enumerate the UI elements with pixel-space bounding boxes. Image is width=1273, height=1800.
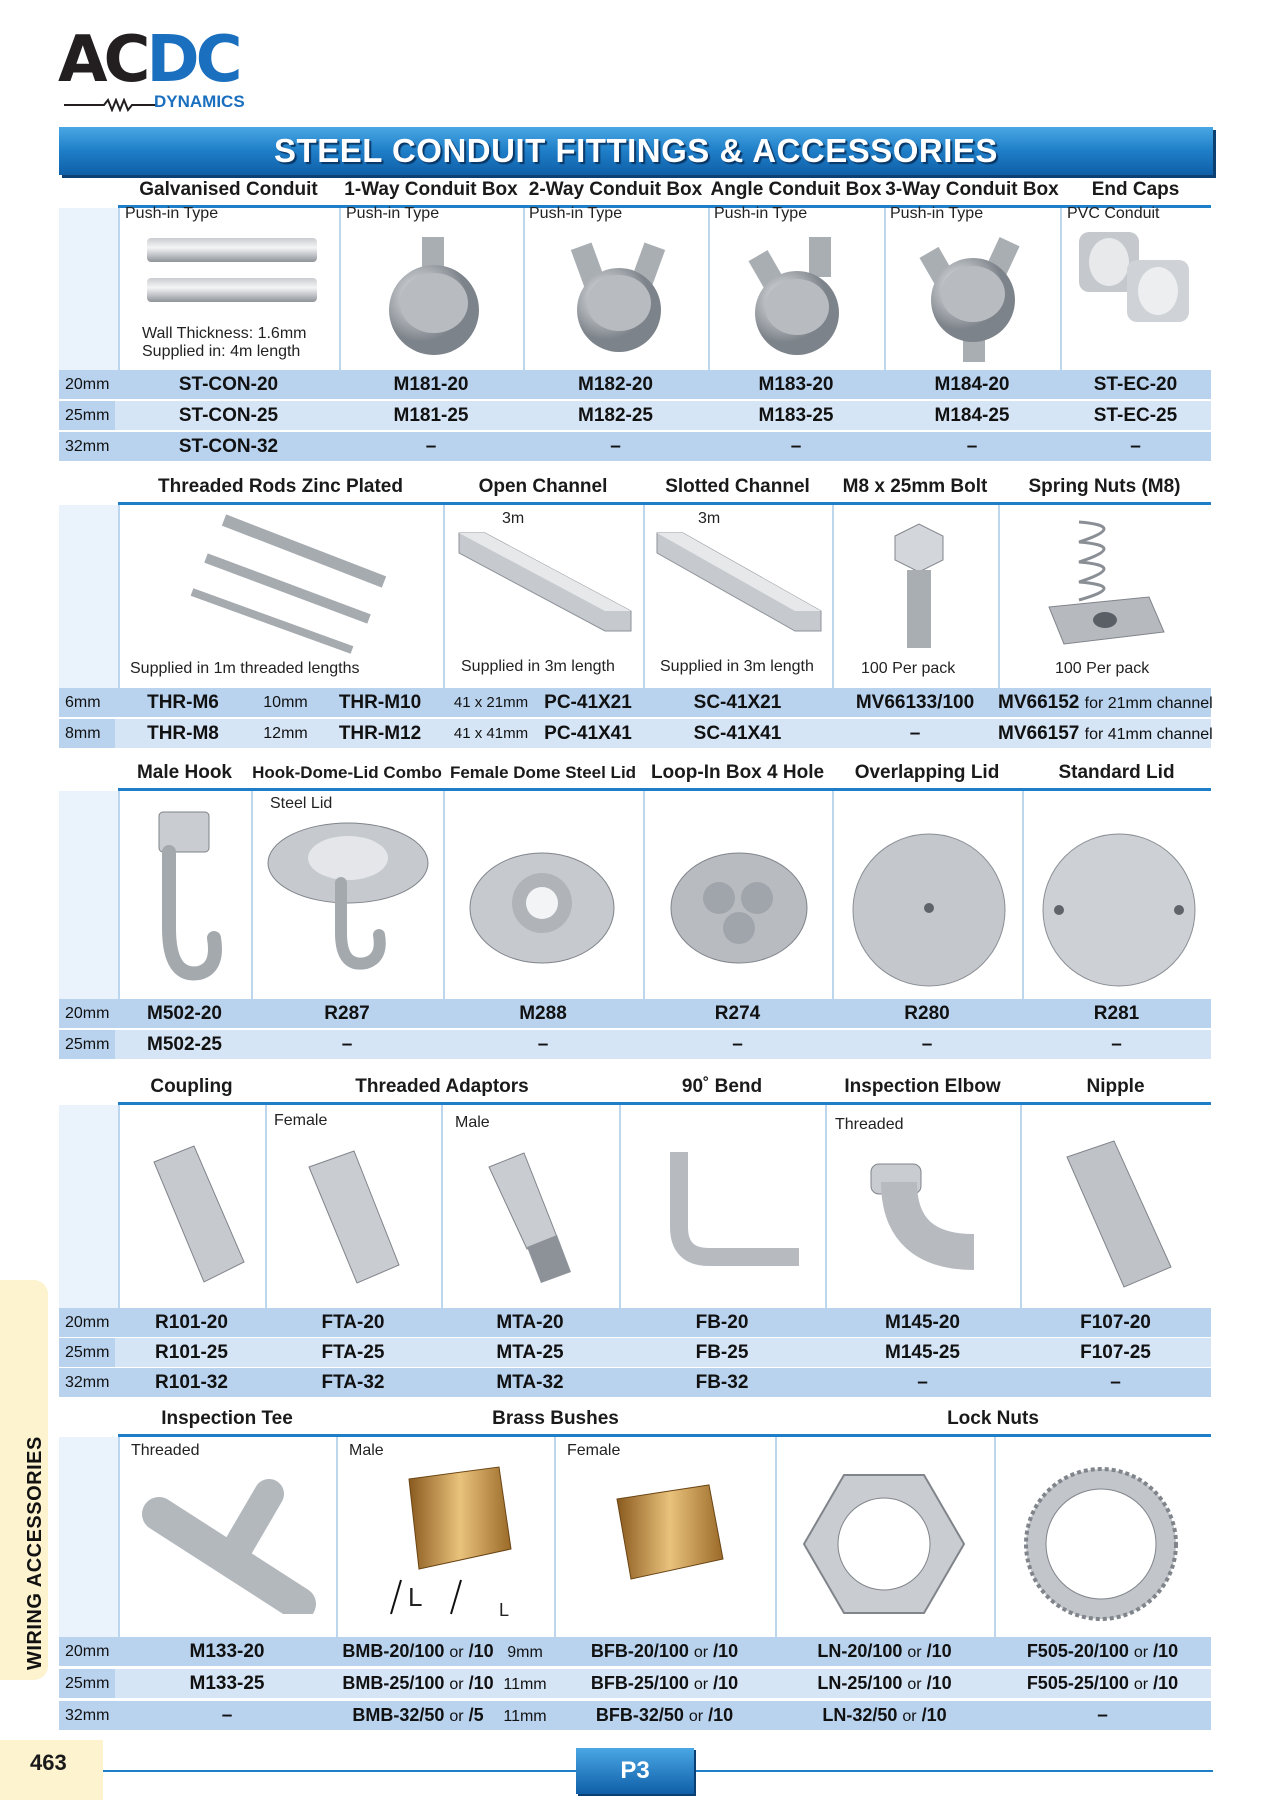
code-sc-41x41: SC-41X41 [693,723,782,744]
header-open-channel: Open Channel [478,476,608,497]
code-end-cap-32: – [1130,436,1141,457]
section-hooks-lids [59,758,1211,1062]
page-title: STEEL CONDUIT FITTINGS & ACCESSORIES [274,132,998,169]
size-20mm: 20mm [59,1637,115,1666]
code-bmb-25: BMB-25/100 or /10 [342,1673,494,1693]
code-nipple-32: – [1110,1372,1121,1393]
code-f505-20: F505-20/100 or /10 [1026,1641,1179,1661]
hex-lock-nut-icon [799,1469,969,1619]
header-overlapping-lid: Overlapping Lid [854,762,1000,783]
nipple-icon [1059,1137,1179,1297]
sine-wave-icon [64,98,156,112]
code-m181-20: M181-20 [393,374,469,395]
section-channels-rods [59,472,1211,750]
code-st-con-32: ST-CON-32 [178,436,279,457]
code-ln-20: LN-20/100 or /10 [817,1641,952,1661]
code-fta-32: FTA-32 [321,1372,385,1393]
code-m182-25: M182-25 [578,405,653,426]
note-slotted-channel: Supplied in 3m length [660,658,814,675]
code-female-dome-25: – [537,1034,549,1055]
size-25mm: 25mm [59,1338,115,1367]
header-threaded-adaptors: Threaded Adaptors [355,1076,529,1097]
code-m502-20: M502-20 [147,1003,222,1024]
code-ln-25: LN-25/100 or /10 [817,1673,952,1693]
sublabel-female: Female [274,1112,328,1129]
page-number: 463 [30,1750,67,1775]
code-st-con-25: ST-CON-25 [178,405,279,426]
code-r280: R280 [904,1003,950,1024]
code-r101-32: R101-32 [155,1372,228,1393]
female-brass-bush-icon [597,1479,737,1589]
code-f505-25: F505-25/100 or /10 [1026,1673,1179,1693]
code-m183-20: M183-20 [758,374,834,395]
code-bfb-32: BFB-32/50 or /10 [595,1705,734,1725]
section-conduit-boxes [59,175,1211,465]
code-bmb-32: BMB-32/50 or /5 [352,1705,484,1725]
sublabel-male: Male [349,1442,384,1459]
male-hook-icon [139,808,234,993]
code-thr-m6: THR-M6 [147,692,219,713]
note-spring-nuts: 100 Per pack [1055,660,1150,677]
header-hook-dome-lid: Hook-Dome-Lid Combo [252,763,442,782]
sublabel-angle: Push-in Type [714,205,808,222]
code-m133-25: M133-25 [189,1673,265,1694]
size-32mm: 32mm [59,1701,115,1730]
code-bfb-20: BFB-20/100 or /10 [590,1641,739,1661]
size-12mm: 12mm [263,725,308,742]
header-angle-box: Angle Conduit Box [710,179,882,200]
note-supplied-length: Supplied in: 4m length [142,343,301,360]
code-st-ec-25: ST-EC-25 [1093,405,1178,426]
page-title-banner [59,127,1213,175]
code-f107-25: F107-25 [1080,1342,1151,1363]
size-25mm: 25mm [59,1669,115,1698]
header-lock-nuts: Lock Nuts [947,1408,1039,1429]
size-20mm: 20mm [59,999,115,1028]
bolt-icon [889,522,949,652]
header-loop-in-box: Loop-In Box 4 Hole [650,762,825,783]
code-m133-20: M133-20 [189,1641,265,1662]
female-adaptor-icon [299,1147,409,1297]
header-threaded-rods: Threaded Rods Zinc Plated [158,476,403,497]
code-f505-32: – [1097,1705,1108,1726]
code-m181-25: M181-25 [393,405,469,426]
code-mv66152: MV66152 for 21mm channel [998,692,1213,713]
size-25mm: 25mm [59,1030,115,1059]
code-mv66133: MV66133/100 [855,692,975,713]
header-90-bend: 90˚ Bend [681,1076,763,1097]
side-category-tab [0,1280,48,1680]
sublabel-threaded: Threaded [131,1442,200,1459]
open-channel-icon [455,527,635,637]
code-r274: R274 [714,1003,761,1024]
bush-l-11mm: 11mm [503,1676,547,1693]
header-1-way-box: 1-Way Conduit Box [344,179,518,200]
note-open-channel: Supplied in 3m length [461,658,615,675]
code-st-ec-20: ST-EC-20 [1093,374,1178,395]
label-open-channel-length: 3m [502,510,525,527]
inspection-elbow-icon [859,1142,999,1282]
code-m145-20: M145-20 [885,1312,960,1333]
header-bolt: M8 x 25mm Bolt [842,476,988,497]
section-couplings-bends [59,1072,1211,1402]
note-bolt: 100 Per pack [861,660,956,677]
length-guide-lines [389,1576,479,1616]
female-dome-lid-icon [467,848,617,968]
header-slotted-channel: Slotted Channel [665,476,810,497]
slotted-channel-icon [653,527,825,637]
header-spring-nuts: Spring Nuts (M8) [1028,476,1181,497]
sublabel-female: Female [567,1442,621,1459]
code-st-con-20: ST-CON-20 [178,374,279,395]
code-sc-41x21: SC-41X21 [693,692,782,713]
code-m288: M288 [519,1003,567,1024]
round-lock-nut-icon [1021,1464,1181,1624]
header-inspection-elbow: Inspection Elbow [844,1076,1001,1097]
code-m182-20: M182-20 [578,374,653,395]
code-m183-25: M183-25 [758,405,834,426]
page-code: P3 [620,1757,650,1784]
bush-l-11mm-32: 11mm [503,1708,547,1725]
sublabel-steel-lid: Steel Lid [270,795,333,812]
code-r101-25: R101-25 [155,1342,228,1363]
size-8mm: 8mm [59,719,115,748]
angle-box-icon [747,235,852,360]
code-2-way-32: – [610,436,621,457]
note-41mm-channel: for 41mm channel [1084,726,1213,743]
l-mark-male: L [408,1582,423,1612]
size-41x21: 41 x 21mm [453,694,529,711]
code-fta-25: FTA-25 [321,1342,385,1363]
code-mta-25: MTA-25 [496,1342,564,1363]
size-25mm: 25mm [59,401,115,430]
header-coupling: Coupling [150,1076,233,1097]
sublabel-end-caps: PVC Conduit [1067,205,1160,222]
code-standard-25: – [1111,1034,1122,1055]
code-angle-32: – [790,436,802,457]
header-3-way-box: 3-Way Conduit Box [885,179,1059,200]
label-slotted-channel-length: 3m [698,510,721,527]
threaded-rods-icon [184,512,404,657]
code-r281: R281 [1093,1003,1140,1024]
size-6mm: 6mm [59,688,115,717]
header-galvanised-conduit: Galvanised Conduit [139,179,318,200]
code-overlapping-25: – [921,1034,933,1055]
code-bolt-8mm: – [909,723,921,744]
sublabel-threaded: Threaded [835,1116,904,1133]
code-m184-20: M184-20 [934,374,1010,395]
header-nipple: Nipple [1086,1076,1145,1097]
side-category-label: WIRING ACCESSORIES [24,1436,46,1670]
2-way-box-icon [569,235,669,360]
header-2-way-box: 2-Way Conduit Box [528,179,703,200]
code-m145-25: M145-25 [885,1342,960,1363]
standard-lid-icon [1039,830,1199,990]
header-standard-lid: Standard Lid [1058,762,1175,783]
code-m184-25: M184-25 [934,405,1010,426]
coupling-icon [144,1142,254,1292]
loop-in-box-icon [669,848,809,968]
code-r287: R287 [324,1003,370,1024]
logo-subtitle: DYNAMICS [154,92,245,111]
90-bend-icon [649,1142,809,1282]
size-20mm: 20mm [59,1308,115,1337]
spring-nut-icon [1039,512,1169,652]
sublabel-2-way: Push-in Type [529,205,623,222]
section-tees-bushes-nuts [59,1404,1211,1729]
page-code-badge [576,1748,694,1794]
code-pc-41x41: PC-41X41 [544,723,632,744]
code-fb-20: FB-20 [695,1312,749,1333]
code-fta-20: FTA-20 [321,1312,385,1333]
code-tee-32: – [221,1705,233,1726]
bush-l-9mm: 9mm [507,1644,543,1661]
header-male-hook: Male Hook [136,762,233,783]
overlapping-lid-icon [849,830,1009,990]
code-f107-20: F107-20 [1080,1312,1151,1333]
code-fb-25: FB-25 [695,1342,749,1363]
code-m502-25: M502-25 [147,1034,222,1055]
3-way-box-icon [919,230,1029,365]
header-brass-bushes: Brass Bushes [492,1408,619,1429]
code-r101-20: R101-20 [155,1312,228,1333]
size-20mm: 20mm [59,370,115,399]
code-elbow-32: – [917,1372,928,1393]
code-1-way-32: – [425,436,437,457]
hook-dome-lid-icon [261,813,436,988]
inspection-tee-icon [139,1474,319,1614]
logo-wordmark: ACDC [58,23,239,97]
size-41x41: 41 x 41mm [453,725,529,742]
male-adaptor-icon [479,1147,589,1287]
sublabel-3-way: Push-in Type [890,205,984,222]
code-fb-32: FB-32 [695,1372,749,1393]
size-10mm: 10mm [263,694,308,711]
1-way-box-icon [384,235,484,360]
page-number-box [0,1740,103,1800]
conduit-tube-icon [145,236,320,306]
code-3-way-32: – [966,436,978,457]
end-caps-icon [1069,220,1204,330]
size-32mm: 32mm [59,1368,115,1397]
code-ln-32: LN-32/50 or /10 [822,1705,947,1725]
code-bfb-25: BFB-25/100 or /10 [590,1673,739,1693]
note-wall-thickness: Wall Thickness: 1.6mm [142,325,307,342]
note-21mm-channel: for 21mm channel [1084,695,1213,712]
male-brass-bush-icon [379,1459,519,1579]
code-loop-in-25: – [732,1034,743,1055]
code-mta-20: MTA-20 [496,1312,564,1333]
header-end-caps: End Caps [1091,179,1180,200]
sublabel-conduit: Push-in Type [125,205,219,222]
code-thr-m10: THR-M10 [338,692,422,713]
sublabel-male: Male [455,1114,490,1131]
code-bmb-20: BMB-20/100 or /10 [342,1641,494,1661]
note-rods: Supplied in 1m threaded lengths [130,660,360,677]
code-hook-dome-25: – [341,1034,353,1055]
code-thr-m8: THR-M8 [147,723,219,744]
sublabel-1-way: Push-in Type [346,205,440,222]
code-mta-32: MTA-32 [496,1372,564,1393]
code-thr-m12: THR-M12 [338,723,422,744]
header-inspection-tee: Inspection Tee [161,1408,293,1429]
header-female-dome-lid: Female Dome Steel Lid [449,763,637,782]
brand-logo [58,23,268,113]
l-mark-female: L [499,1600,510,1620]
size-32mm: 32mm [59,432,115,461]
code-mv66157: MV66157 for 41mm channel [998,723,1213,744]
code-pc-41x21: PC-41X21 [544,692,632,713]
